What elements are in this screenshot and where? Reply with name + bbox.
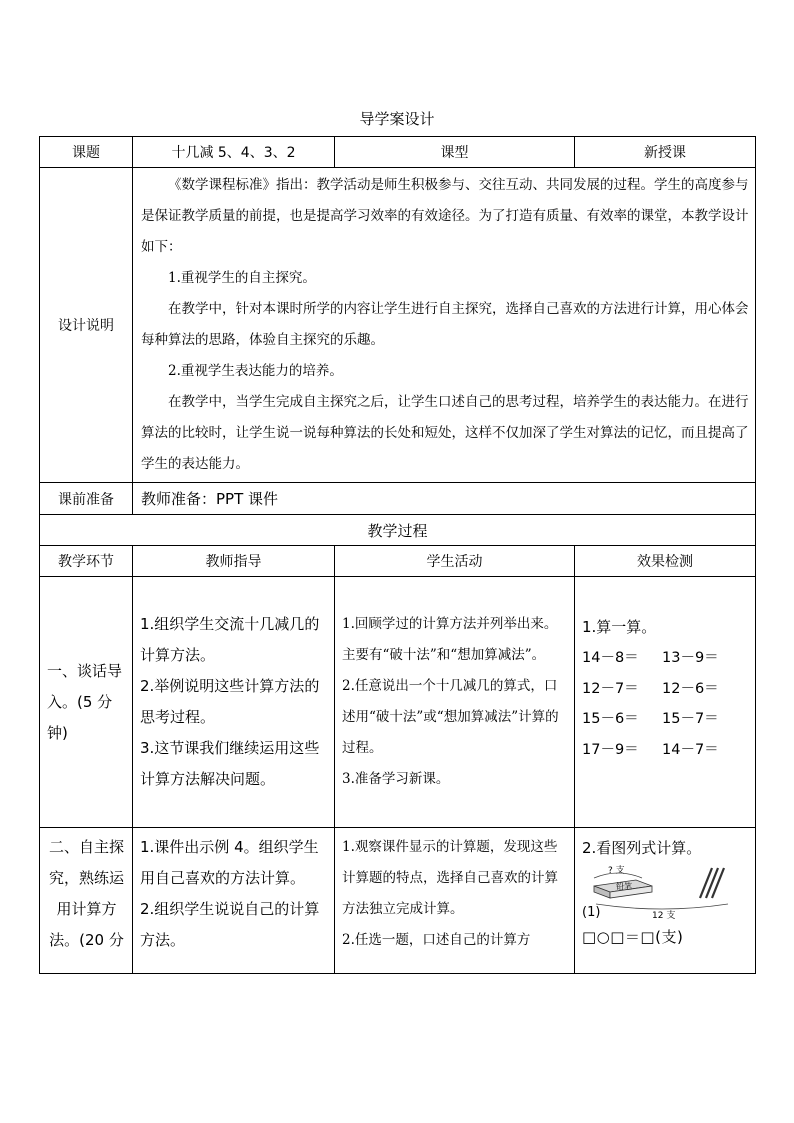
stage2-name-cell — [40, 828, 133, 974]
col-header-student: 学生活动 — [335, 546, 575, 577]
process-title-row — [40, 515, 756, 546]
col-header-stage: 教学环节 — [40, 546, 133, 577]
expression: 15－6＝ — [582, 711, 639, 727]
prep-row — [40, 483, 756, 515]
stage1-check-cell — [575, 577, 756, 828]
lesson-plan-table — [39, 136, 756, 974]
check-title: 1.算一算。 — [582, 618, 657, 636]
design-content — [133, 168, 756, 483]
design-label: 设计说明 — [40, 168, 133, 483]
stage1-name-cell — [40, 577, 133, 828]
student-step: 1.回顾学过的计算方法并列举出来。 — [342, 616, 558, 632]
type-label: 课型 — [335, 137, 575, 168]
figure-box-label: 铅笔 — [616, 882, 632, 891]
design-paragraph: 《数学课程标准》指出：教学活动是师生积极参与、交往互动、共同发展的过程。学生的高度参与是保证教学质量的前提，也是提高学习效率的有效途径。为了打造有质量、有效率的课堂，本教学设计如下： — [141, 177, 749, 255]
pencil — [706, 868, 718, 898]
expression: 12－6＝ — [662, 680, 719, 697]
teacher-step: 2.组织学生说说自己的计算方法。 — [140, 900, 320, 949]
prep-value: 教师准备：PPT 课件 — [133, 483, 756, 515]
expression: 14－7＝ — [662, 741, 719, 758]
expression-grid — [582, 643, 749, 765]
process-title: 教学过程 — [40, 515, 756, 546]
topic-row — [40, 137, 756, 168]
stage2-row — [40, 828, 756, 974]
expression: 14－8＝ — [582, 650, 639, 666]
type-value: 新授课 — [575, 137, 756, 168]
design-paragraph: 在教学中，针对本课时所学的内容让学生进行自主探究，选择自己喜欢的方法进行计算，用心体会每种算法的思路，体验自主探究的乐趣。 — [141, 301, 749, 348]
teacher-step: 2.举例说明这些计算方法的思考过程。 — [140, 677, 320, 726]
prep-label: 课前准备 — [40, 483, 133, 515]
pencil-figure — [582, 864, 749, 922]
stage2-name: 二、自主探究，熟练运用计算方法。(20 分 — [48, 838, 124, 949]
check-title: 2.看图列式计算。 — [582, 839, 702, 857]
pencil — [712, 868, 724, 898]
expression: 13－9＝ — [662, 650, 719, 666]
col-header-check: 效果检测 — [575, 546, 756, 577]
figure-question: ? 支 — [608, 866, 625, 876]
student-step: 2.任选一题，口述自己的计算方 — [342, 932, 531, 948]
process-header-row — [40, 546, 756, 577]
stage2-student-cell — [335, 828, 575, 974]
total-brace — [596, 904, 728, 909]
teacher-step: 1.组织学生交流十几减几的计算方法。 — [140, 615, 320, 664]
teacher-step: 1.课件出示例 4。组织学生用自己喜欢的方法计算。 — [140, 838, 319, 887]
topic-label: 课题 — [40, 137, 133, 168]
stage1-name: 一、谈话导入。(5 分钟) — [47, 661, 123, 742]
expression: 12－7＝ — [582, 680, 639, 697]
design-paragraph: 1.重视学生的自主探究。 — [168, 270, 316, 286]
stage2-check-cell — [575, 828, 756, 974]
design-paragraph: 2.重视学生表达能力的培养。 — [168, 363, 343, 379]
answer-template: □○□＝□(支) — [582, 928, 684, 946]
teacher-step: 3.这节课我们继续运用这些计算方法解决问题。 — [140, 739, 320, 788]
design-paragraph: 在教学中，当学生完成自主探究之后，让学生口述自己的思考过程，培养学生的表达能力。在进行算法的比较时，让学生说一说每种算法的长处和短处，这样不仅加深了学生对算法的记忆，而且提高了学生的表达能力。 — [141, 394, 749, 472]
student-step: 3.准备学习新课。 — [342, 771, 450, 787]
pencil — [700, 868, 712, 898]
expression: 17－9＝ — [582, 741, 639, 758]
stage1-row — [40, 577, 756, 828]
student-step: 2.任意说出一个十几减几的算式，口述用“破十法”或“想加算减法”计算的过程。 — [342, 678, 559, 756]
stage2-teacher-cell — [133, 828, 335, 974]
design-row — [40, 168, 756, 483]
figure-index: (1) — [582, 905, 601, 920]
figure-total: 12 支 — [652, 911, 676, 921]
stage1-teacher-cell — [133, 577, 335, 828]
col-header-teacher: 教师指导 — [133, 546, 335, 577]
student-step: 1.观察课件显示的计算题，发现这些计算题的特点，选择自己喜欢的计算方法独立完成计算。 — [342, 839, 558, 917]
topic-value: 十几减 5、4、3、2 — [133, 137, 335, 168]
pencil-figure-svg — [582, 864, 750, 922]
page-title: 导学案设计 — [359, 110, 435, 128]
student-step: 主要有“破十法”和“想加算减法”。 — [342, 647, 546, 663]
expression: 15－7＝ — [662, 711, 719, 727]
stage1-student-cell — [335, 577, 575, 828]
